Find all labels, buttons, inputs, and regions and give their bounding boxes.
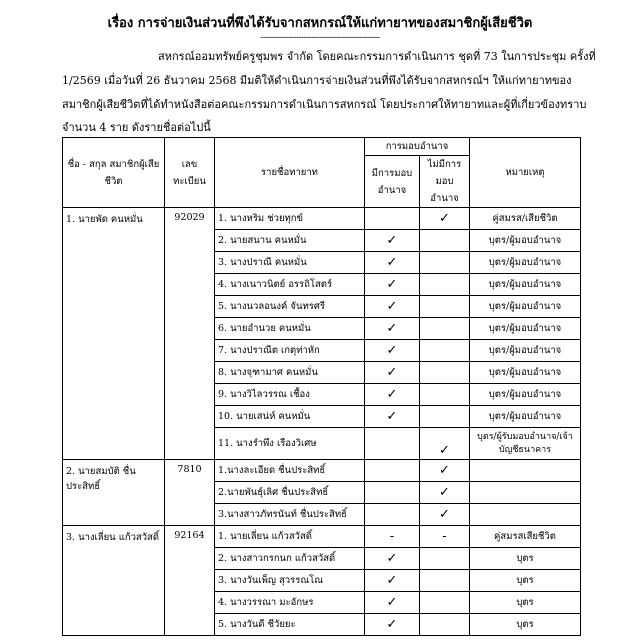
title-divider: -----------------------------------------------: [260, 33, 380, 43]
table-body: [63, 208, 581, 636]
heir-name: 8. นางจุฑามาศ คนหมั่น: [215, 362, 365, 384]
table-row: [63, 460, 581, 482]
heir-note: คู่สมรสเสียชีวิต: [470, 526, 581, 548]
heir-name: 10. นายเสน่ห์ คนหมั่น: [215, 406, 365, 428]
not-authorized-check: ✓: [420, 504, 470, 526]
heir-name: 11. นางรำพึง เรืองวิเศษ: [215, 428, 365, 460]
authorized-check: [365, 208, 420, 230]
heir-name: 5. นางนวลอนงค์ จันทรศรี: [215, 296, 365, 318]
authorized-check: -: [365, 526, 420, 548]
member-reg-no: 92029: [165, 208, 215, 460]
header-member: ชื่อ - สกุล สมาชิกผู้เสียชีวิต: [63, 138, 165, 208]
not-authorized-check: [420, 318, 470, 340]
heir-name: 9. นางวิไลวรรณ เชื้อง: [215, 384, 365, 406]
paragraph-line-1: สหกรณ์ออมทรัพย์ครูชุมพร จำกัด โดยคณะกรรมการดำเนินการ ชุดที่ 73 ในการประชุม ครั้งที่: [158, 50, 596, 63]
heir-note: [470, 482, 581, 504]
authorized-check: ✓: [365, 592, 420, 614]
paragraph-line-2: 1/2569 เมื่อวันที่ 26 ธันวาคม 2568 มีมติให้ดำเนินการจ่ายเงินส่วนที่พึงได้รับจากสหกรณ์ฯ ให้แก่ทายาทของ: [62, 74, 572, 87]
not-authorized-check: ✓: [420, 460, 470, 482]
header-authority-group: การมอบอำนาจ: [365, 138, 470, 156]
header-reg-no: เลข ทะเบียน: [165, 138, 215, 208]
member-reg-no: 7810: [165, 460, 215, 526]
member-name: 1. นายพัด คนหมั่น: [63, 208, 165, 460]
not-authorized-check: [420, 406, 470, 428]
not-authorized-check: [420, 274, 470, 296]
heir-note: บุตร/ผู้มอบอำนาจ: [470, 274, 581, 296]
heir-name: 3. นางวันเพ็ญ สุวรรณโณ: [215, 570, 365, 592]
authorized-check: ✓: [365, 406, 420, 428]
header-heir: รายชื่อทายาท: [215, 138, 365, 208]
not-authorized-check: -: [420, 526, 470, 548]
member-name: 3. นางเลี่ยน แก้วสวัสดิ์: [63, 526, 165, 636]
heir-name: 2.นายพันธุ์เลิศ ชื่นประสิทธิ์: [215, 482, 365, 504]
authorized-check: ✓: [365, 274, 420, 296]
authorized-check: ✓: [365, 362, 420, 384]
heir-note: คู่สมรส/เสียชีวิต: [470, 208, 581, 230]
authorized-check: [365, 460, 420, 482]
not-authorized-check: [420, 230, 470, 252]
not-authorized-check: [420, 548, 470, 570]
authorized-check: ✓: [365, 230, 420, 252]
authorized-check: ✓: [365, 614, 420, 636]
member-reg-no: 92164: [165, 526, 215, 636]
heir-note: บุตร/ผู้รับมอบอำนาจ/เจ้าบัญชีธนาคาร: [470, 428, 581, 460]
not-authorized-check: ✓: [420, 482, 470, 504]
heir-name: 3. นางปราณี คนหมั่น: [215, 252, 365, 274]
authorized-check: ✓: [365, 252, 420, 274]
heir-name: 1. นางหริม ช่วยทุกข์: [215, 208, 365, 230]
heir-note: บุตร: [470, 548, 581, 570]
not-authorized-check: [420, 570, 470, 592]
heir-name: 1.นางละเอียด ชื่นประสิทธิ์: [215, 460, 365, 482]
heir-note: บุตร/ผู้มอบอำนาจ: [470, 384, 581, 406]
authorized-check: ✓: [365, 384, 420, 406]
heir-name: 2. นางสาวกรกนก แก้วสวัสดิ์: [215, 548, 365, 570]
paragraph-line-3: สมาชิกผู้เสียชีวิตที่ได้ทำหนังสือต่อคณะกรรมการดำเนินการสหกรณ์ โดยประกาศให้ทายาทและผู้ที่เกี่ยวข้องทราบ: [62, 98, 587, 111]
heir-name: 4. นางวรรณา มะอักษร: [215, 592, 365, 614]
header-authorized: มีการมอบ อำนาจ: [365, 156, 420, 208]
heir-note: บุตร/ผู้มอบอำนาจ: [470, 340, 581, 362]
heir-note: [470, 460, 581, 482]
authorized-check: ✓: [365, 296, 420, 318]
not-authorized-check: ✓: [420, 428, 470, 460]
not-authorized-check: ✓: [420, 208, 470, 230]
header-note: หมายเหตุ: [470, 138, 581, 208]
header-not-authorized: ไม่มีการ มอบ อำนาจ: [420, 156, 470, 208]
heir-name: 7. นางปราณีต เกตุท่าหัก: [215, 340, 365, 362]
authorized-check: [365, 482, 420, 504]
authorized-check: ✓: [365, 548, 420, 570]
heir-name: 3.นางสาวภัทรนันท์ ชื่นประสิทธิ์: [215, 504, 365, 526]
not-authorized-check: [420, 252, 470, 274]
authorized-check: [365, 428, 420, 460]
heir-name: 2. นายสนาน คนหมั่น: [215, 230, 365, 252]
heir-name: 1. นายเลี่ยน แก้วสวัสดิ์: [215, 526, 365, 548]
authorized-check: ✓: [365, 340, 420, 362]
document-title: เรื่อง การจ่ายเงินส่วนที่พึงได้รับจากสหกรณ์ให้แก่ทายาทของสมาชิกผู้เสียชีวิต: [107, 16, 533, 31]
not-authorized-check: [420, 362, 470, 384]
heir-note: บุตร/ผู้มอบอำนาจ: [470, 318, 581, 340]
heir-name: 5. นางวันดี ชีวัยยะ: [215, 614, 365, 636]
heir-note: บุตร/ผู้มอบอำนาจ: [470, 230, 581, 252]
member-name: 2. นายสมบัติ ชื่นประสิทธิ์: [63, 460, 165, 526]
not-authorized-check: [420, 340, 470, 362]
not-authorized-check: [420, 296, 470, 318]
heir-note: บุตร: [470, 570, 581, 592]
heir-name: 6. นายอำนวย คนหมั่น: [215, 318, 365, 340]
heir-note: บุตร/ผู้มอบอำนาจ: [470, 406, 581, 428]
heir-note: บุตร/ผู้มอบอำนาจ: [470, 252, 581, 274]
heir-note: [470, 504, 581, 526]
table-row: [63, 208, 581, 230]
authorized-check: ✓: [365, 570, 420, 592]
heir-note: บุตร/ผู้มอบอำนาจ: [470, 362, 581, 384]
not-authorized-check: [420, 592, 470, 614]
heir-name: 4. นางเนาวนิตย์ อรรถิโสตร์: [215, 274, 365, 296]
not-authorized-check: [420, 384, 470, 406]
heirs-table: [62, 137, 581, 636]
paragraph-line-4: จำนวน 4 ราย ดังรายชื่อต่อไปนี้: [62, 121, 211, 134]
table-row: [63, 526, 581, 548]
heir-note: บุตร: [470, 614, 581, 636]
authorized-check: [365, 504, 420, 526]
authorized-check: ✓: [365, 318, 420, 340]
not-authorized-check: [420, 614, 470, 636]
heir-note: บุตร/ผู้มอบอำนาจ: [470, 296, 581, 318]
heir-note: บุตร: [470, 592, 581, 614]
